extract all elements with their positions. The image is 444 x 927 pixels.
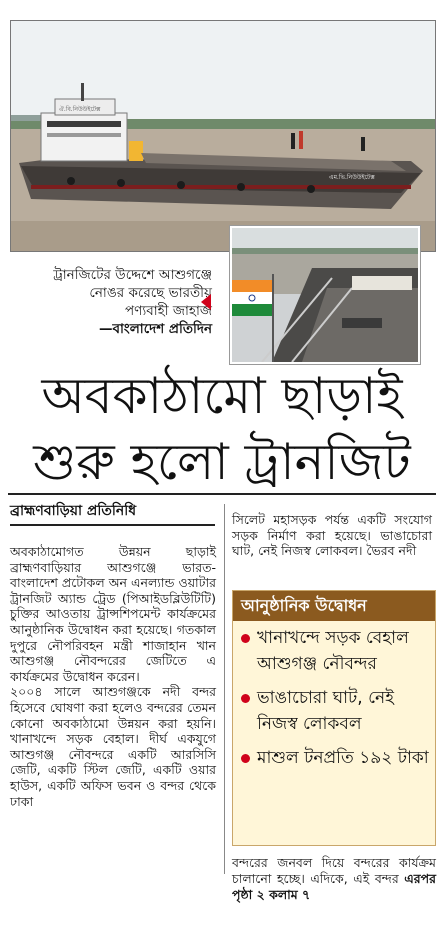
highlight-text: খানাখন্দে সড়ক বেহাল আশুগঞ্জ নৌবন্দর	[257, 628, 409, 674]
inset-photo-illustration	[232, 228, 418, 362]
caption-credit: —বাংলাদেশ প্রতিদিন	[99, 321, 212, 337]
flag-saffron	[232, 280, 272, 292]
article-column-right-bottom	[232, 855, 436, 903]
headline-line-1: অবকাঠামো ছাড়াই	[41, 367, 403, 425]
article-text: বন্দরের জনবল দিয়ে বন্দরের কার্যক্রম চালানো হচ্ছে। এদিকে, এই বন্দর	[232, 855, 436, 886]
column-divider	[224, 504, 225, 874]
caption-line: নোঙর করেছে ভারতীয়	[89, 285, 212, 301]
highlight-text: মাশুল টনপ্রতি ১৯২ টাকা	[257, 748, 429, 768]
article-column-left	[10, 544, 216, 809]
article-paragraph: ২০০৪ সালে আশুগঞ্জকে নদী বন্দর হিসেবে ঘোষণা করা হলেও বন্দরের তেমন কোনো অবকাঠামো উন্নয়ন করা হয়নি। খানাখন্দে সড়ক বেহাল। দীর্ঘ একযুগে আশুগঞ্জ নৌবন্দরে একটি আরসিসি জেটি, একটি স্টিল জেটি, একটি ওয়ার হাউস, একটি অফিস ভবন ও বন্দর থেকে ঢাকা	[10, 684, 216, 809]
photo-caption	[12, 266, 212, 338]
highlights-box	[232, 590, 436, 846]
article-paragraph: অবকাঠামোগত উন্নয়ন ছাড়াই ব্রাহ্মণবাড়িয়ার আশুগঞ্জে ভারত-বাংলাদেশ প্রটোকল অন এনল্যান্ড ওয়াটার ট্রানজিট অ্যান্ড ট্রেড (পিআইডব্লিউটিটি) চুক্তির আওতায় ট্রান্সশিপমেন্ট কার্যক্রমের আনুষ্ঠানিক উদ্বোধন করা হয়েছে। গতকাল দুপুরে নৌপরিবহন মন্ত্রী শাজাহান খান আশুগঞ্জ নৌবন্দরের জেটিতে এ কার্যক্রমের উদ্বোধন করেন।	[10, 544, 216, 684]
highlight-item	[241, 685, 429, 737]
ship-photo-illustration	[11, 21, 435, 251]
bullet-icon	[241, 634, 250, 643]
highlight-text: ভাঙাচোরা ঘাট, নেই নিজস্ব লোকবল	[257, 688, 395, 734]
article-column-right-top: সিলেট মহাসড়ক পর্যন্ত একটি সংযোগ সড়ক নির্মাণ করা হয়েছে। ভাঙাচোরা ঘাট, নেই নিজস্ব লোকবল। ভৈরব নদী	[232, 512, 432, 559]
highlight-item	[241, 745, 429, 771]
caption-line: ট্রানজিটের উদ্দেশে আশুগঞ্জে	[53, 267, 212, 283]
bullet-icon	[241, 754, 250, 763]
headline	[0, 366, 444, 492]
caption-line: পণ্যবাহী জাহাজ	[125, 303, 212, 319]
continued-on-link[interactable]: এরপর পৃষ্ঠা ২ কলাম ৭	[232, 871, 436, 902]
highlight-item	[241, 625, 429, 677]
ship-name-label: এম.ভি.নিউউইটেক্স	[329, 174, 375, 181]
ship-name-superstructure: ঐ.বি.নিউউইটেক্স	[59, 106, 101, 113]
inset-photo	[230, 226, 420, 364]
headline-rule	[8, 493, 436, 495]
byline: ব্রাহ্মণবাড়িয়া প্রতিনিধি	[10, 502, 215, 526]
highlights-title: আনুষ্ঠানিক উদ্বোধন	[233, 591, 435, 621]
ship-photo	[10, 20, 436, 252]
highlights-list	[233, 621, 435, 771]
bullet-icon	[241, 694, 250, 703]
headline-line-2: শুরু হলো ট্রানজিট	[33, 433, 411, 491]
caption-arrow-icon	[201, 294, 211, 310]
